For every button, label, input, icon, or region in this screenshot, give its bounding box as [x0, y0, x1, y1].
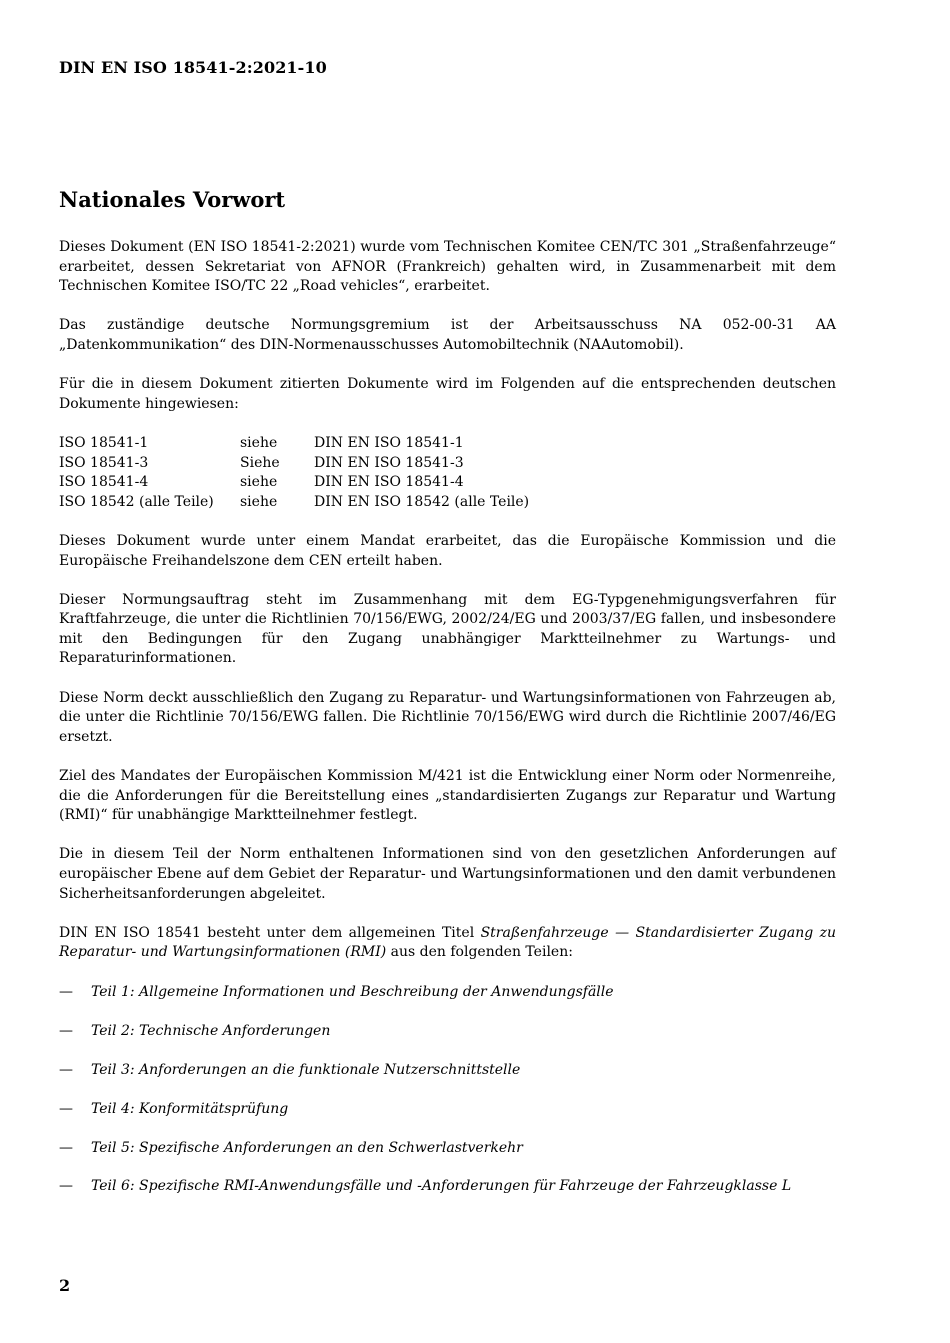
document-id: DIN EN ISO 18541-2:2021-10 [59, 58, 327, 77]
din-reference: DIN EN ISO 18541-1 [314, 434, 464, 451]
paragraph: Dieser Normungsauftrag steht im Zusammenhang mit dem EG-Typgenehmigungsverfahren für Kraftfahrzeuge, die unter die Richtlinien 70/156/EWG, 2002/24/EG und 2003/37/EG fallen, und insbesondere mit den Bedingungen für den Zugang unabhängiger Marktteilnehmer zu Wartungs- und Reparaturinformationen. [59, 591, 836, 667]
reference-word: siehe [240, 493, 278, 510]
list-item [59, 1022, 836, 1042]
paragraph: Dieses Dokument wurde unter einem Mandat erarbeitet, das die Europäische Kommission und die Europäische Freihandelszone dem CEN erteilt haben. [59, 532, 836, 569]
table-row [59, 473, 529, 493]
list-item [59, 1100, 836, 1120]
part-title: Teil 5: Spezifische Anforderungen an den Schwerlastverkehr [91, 1139, 523, 1156]
iso-reference: ISO 18541-4 [59, 474, 149, 491]
paragraph: Diese Norm deckt ausschließlich den Zugang zu Reparatur- und Wartungsinformationen von Fahrzeugen ab, die unter die Richtlinie 70/156/EWG fallen. Die Richtlinie 70/156/EWG wird durch die Richtlinie 2007/46/EG ersetzt. [59, 689, 836, 745]
paragraph: Das zuständige deutsche Normungsgremium ist der Arbeitsausschuss NA 052-00-31 AA „Datenkommunikation“ des DIN-Normenausschusses Automobiltechnik (NAAutomobil). [59, 317, 836, 353]
din-reference: DIN EN ISO 18541-3 [314, 454, 464, 471]
dash-bullet: — [59, 1022, 73, 1039]
table-row [59, 454, 529, 474]
dash-bullet: — [59, 1139, 73, 1156]
series-paragraph [59, 924, 836, 963]
dash-bullet: — [59, 983, 73, 1000]
parts-list [59, 983, 836, 1198]
part-title: Teil 4: Konformitätsprüfung [91, 1100, 289, 1117]
section-heading: Nationales Vorwort [59, 187, 286, 212]
list-item [59, 1061, 836, 1081]
paragraph: Für die in diesem Dokument zitierten Dokumente wird im Folgenden auf die entsprechenden deutschen Dokumente hingewiesen: [59, 376, 836, 412]
paragraph: Dieses Dokument (EN ISO 18541-2:2021) wurde vom Technischen Komitee CEN/TC 301 „Straßenfahrzeuge“ erarbeitet, dessen Sekretariat von AFNOR (Frankreich) gehalten wird, in Zusammenarbeit mit dem Technischen Komitee ISO/TC 22 „Road vehicles“, erarbeitet. [59, 239, 836, 295]
part-title: Teil 1: Allgemeine Informationen und Beschreibung der Anwendungsfälle [91, 983, 614, 1000]
table-row [59, 493, 529, 513]
series-prefix: DIN EN ISO 18541 besteht unter dem allgemeinen Titel [59, 924, 481, 941]
reference-word: siehe [240, 474, 278, 491]
part-title: Teil 6: Spezifische RMI-Anwendungsfälle und -Anforderungen für Fahrzeuge der Fahrzeugklasse L [91, 1178, 792, 1195]
reference-word: siehe [240, 434, 278, 451]
list-item [59, 1139, 836, 1159]
series-suffix: aus den folgenden Teilen: [386, 944, 573, 961]
part-title: Teil 3: Anforderungen an die funktionale Nutzerschnittstelle [91, 1061, 521, 1078]
paragraph: Ziel des Mandates der Europäischen Kommission M/421 ist die Entwicklung einer Norm oder Normenreihe, die die Anforderungen für die Bereitstellung eines „standardisierten Zugangs zur Reparatur und Wartung (RMI)“ für unabhängige Marktteilnehmer festlegt. [59, 768, 836, 824]
reference-table [59, 434, 529, 512]
dash-bullet: — [59, 1061, 73, 1078]
page-number: 2 [59, 1276, 71, 1295]
din-reference: DIN EN ISO 18541-4 [314, 474, 464, 491]
paragraph: Die in diesem Teil der Norm enthaltenen Informationen sind von den gesetzlichen Anforderungen auf europäischer Ebene auf dem Gebiet der Reparatur- und Wartungsinformationen und den damit verbundenen Sicherheitsanforderungen abgeleitet. [59, 846, 836, 902]
iso-reference: ISO 18541-1 [59, 434, 149, 451]
iso-reference: ISO 18541-3 [59, 454, 149, 471]
list-item [59, 983, 836, 1003]
dash-bullet: — [59, 1100, 73, 1117]
body-text [59, 238, 836, 1216]
list-item [59, 1177, 836, 1197]
iso-reference: ISO 18542 (alle Teile) [59, 493, 214, 510]
series-title: Straßenfahrzeuge — Standardisierter Zugang zu Reparatur- und Wartungsinformationen (RMI) [59, 924, 837, 961]
dash-bullet: — [59, 1178, 73, 1195]
part-title: Teil 2: Technische Anforderungen [91, 1022, 331, 1039]
table-row [59, 434, 529, 454]
reference-word: Siehe [240, 454, 280, 471]
din-reference: DIN EN ISO 18542 (alle Teile) [314, 493, 530, 510]
